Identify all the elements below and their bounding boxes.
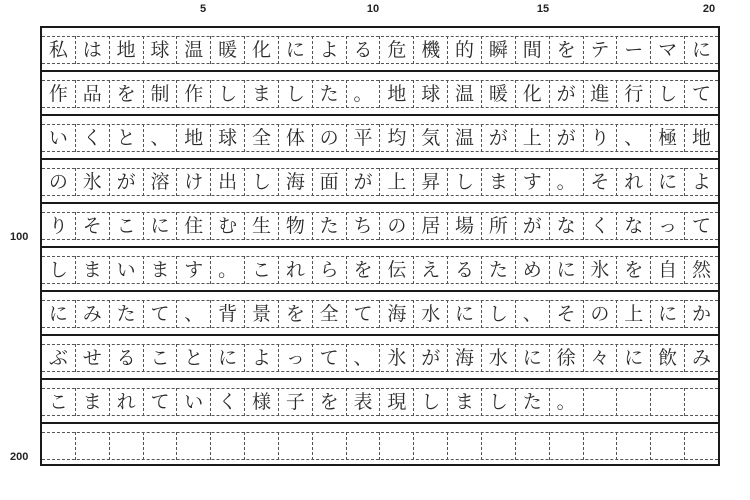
manuscript-cell: 間 [516, 36, 550, 64]
manuscript-cell: 制 [144, 80, 178, 108]
manuscript-cell: に [42, 300, 76, 328]
manuscript-cell: 作 [177, 80, 211, 108]
manuscript-cell [584, 388, 618, 416]
manuscript-cell: く [584, 212, 618, 240]
manuscript-cell: 気 [414, 124, 448, 152]
manuscript-cell: み [691, 346, 711, 369]
manuscript-line-text [42, 72, 43, 73]
manuscript-cell: て [691, 214, 711, 237]
manuscript-line-text [42, 28, 43, 29]
manuscript-cell: し [245, 168, 279, 196]
manuscript-cell: 全 [313, 300, 347, 328]
manuscript-line-text [42, 204, 43, 205]
manuscript-cell: 、 [516, 300, 550, 328]
manuscript-cell: て [144, 388, 178, 416]
manuscript-cell [482, 432, 516, 460]
manuscript-cell: が [482, 124, 516, 152]
column-number-5: 5 [199, 3, 207, 15]
manuscript-cell: ち [347, 212, 381, 240]
manuscript-cell: て [313, 344, 347, 372]
manuscript-row-cells [42, 36, 718, 64]
manuscript-cell: た [516, 388, 550, 416]
manuscript-line-text [42, 116, 43, 117]
manuscript-cell: が [414, 344, 448, 372]
manuscript-cell: が [110, 168, 144, 196]
manuscript-line-text [42, 336, 43, 337]
manuscript-cell: ま [448, 388, 482, 416]
manuscript-row-cells [42, 212, 718, 240]
manuscript-cell: り [584, 124, 618, 152]
manuscript-cell: 背 [211, 300, 245, 328]
manuscript-cell: 物 [279, 212, 313, 240]
manuscript-cell: た [313, 212, 347, 240]
manuscript-cell: す [516, 168, 550, 196]
manuscript-cell: そ [550, 300, 584, 328]
manuscript-cell [144, 432, 178, 460]
manuscript-cell [584, 432, 618, 460]
manuscript-cell: て [691, 82, 711, 105]
manuscript-cell: ま [76, 256, 110, 284]
manuscript-cell: っ [279, 344, 313, 372]
manuscript-cell [448, 432, 482, 460]
row-number-100: 100 [10, 231, 29, 243]
manuscript-cell: 地 [177, 124, 211, 152]
manuscript-cell: 上 [617, 300, 651, 328]
manuscript-cell: た [313, 80, 347, 108]
manuscript-cell: し [42, 256, 76, 284]
manuscript-cell: れ [279, 256, 313, 284]
manuscript-cell [211, 432, 245, 460]
manuscript-cell: る [110, 344, 144, 372]
manuscript-row-cells [42, 256, 718, 284]
manuscript-cell: 伝 [380, 256, 414, 284]
manuscript-cell: 溶 [144, 168, 178, 196]
manuscript-cell: が [550, 80, 584, 108]
manuscript-cell: よ [313, 36, 347, 64]
manuscript-cell: を [617, 256, 651, 284]
manuscript-cell: 瞬 [482, 36, 516, 64]
manuscript-cell [516, 432, 550, 460]
manuscript-cell: 平 [347, 124, 381, 152]
manuscript-cell: 地 [691, 126, 711, 149]
manuscript-cell: 球 [144, 36, 178, 64]
genkou-yoshi-grid [40, 26, 720, 466]
manuscript-cell: 、 [347, 344, 381, 372]
manuscript-cell [617, 388, 651, 416]
manuscript-cell [685, 388, 718, 416]
manuscript-cell: 暖 [482, 80, 516, 108]
manuscript-cell: 温 [448, 124, 482, 152]
manuscript-cell: ま [245, 80, 279, 108]
manuscript-cell [380, 432, 414, 460]
manuscript-cell: 水 [414, 300, 448, 328]
manuscript-row-cells [42, 432, 718, 460]
manuscript-cell: 。 [550, 168, 584, 196]
manuscript-cell: 。 [550, 388, 584, 416]
manuscript-cell: 暖 [211, 36, 245, 64]
manuscript-cell: よ [691, 170, 711, 193]
manuscript-cell: け [177, 168, 211, 196]
manuscript-cell: の [584, 300, 618, 328]
manuscript-cell: に [651, 300, 685, 328]
manuscript-cell: 自 [651, 256, 685, 284]
manuscript-cell: を [279, 300, 313, 328]
manuscript-row-cells [42, 388, 718, 416]
manuscript-line-text [42, 248, 43, 249]
manuscript-cell: 化 [245, 36, 279, 64]
manuscript-cell: を [110, 80, 144, 108]
manuscript-cell: た [110, 300, 144, 328]
column-number-15: 15 [536, 3, 550, 15]
manuscript-cell: が [516, 212, 550, 240]
manuscript-cell: そ [76, 212, 110, 240]
manuscript-cell: 極 [651, 124, 685, 152]
manuscript-cell: 、 [144, 124, 178, 152]
manuscript-cell: 表 [347, 388, 381, 416]
manuscript-cell: し [211, 80, 245, 108]
manuscript-cell: し [279, 80, 313, 108]
manuscript-cell: 地 [380, 80, 414, 108]
manuscript-row [42, 160, 718, 204]
manuscript-cell: り [42, 212, 76, 240]
manuscript-row [42, 292, 718, 336]
manuscript-cell: し [414, 388, 448, 416]
manuscript-cell: し [448, 168, 482, 196]
manuscript-cell: 海 [279, 168, 313, 196]
manuscript-cell: 、 [617, 124, 651, 152]
manuscript-cell: ま [482, 168, 516, 196]
manuscript-cell: 子 [279, 388, 313, 416]
manuscript-cell [245, 432, 279, 460]
manuscript-cell: の [380, 212, 414, 240]
manuscript-row-cells [42, 168, 718, 196]
manuscript-cell: 徐 [550, 344, 584, 372]
manuscript-cell: マ [651, 36, 685, 64]
manuscript-cell: ぶ [42, 344, 76, 372]
manuscript-cell: が [347, 168, 381, 196]
manuscript-cell [347, 432, 381, 460]
manuscript-cell: が [550, 124, 584, 152]
manuscript-cell: に [279, 36, 313, 64]
manuscript-cell: 居 [414, 212, 448, 240]
manuscript-row-cells [42, 300, 718, 328]
manuscript-cell: は [76, 36, 110, 64]
manuscript-cell: 上 [516, 124, 550, 152]
manuscript-cell: 体 [279, 124, 313, 152]
manuscript-cell: ー [617, 36, 651, 64]
manuscript-cell: む [211, 212, 245, 240]
manuscript-cell: に [550, 256, 584, 284]
manuscript-cell: 行 [617, 80, 651, 108]
manuscript-row [42, 72, 718, 116]
column-number-20: 20 [702, 3, 716, 15]
manuscript-cell: か [691, 302, 711, 325]
manuscript-line-text [42, 292, 43, 293]
row-number-200: 200 [10, 451, 29, 463]
manuscript-cell: 昇 [414, 168, 448, 196]
manuscript-cell: み [76, 300, 110, 328]
manuscript-cell: 海 [380, 300, 414, 328]
manuscript-cell [414, 432, 448, 460]
manuscript-cell: め [516, 256, 550, 284]
manuscript-cell [177, 432, 211, 460]
manuscript-row-cells [42, 80, 718, 108]
manuscript-cell: 進 [584, 80, 618, 108]
manuscript-cell: 景 [245, 300, 279, 328]
manuscript-cell: を [347, 256, 381, 284]
manuscript-cell: く [211, 388, 245, 416]
manuscript-cell: 機 [414, 36, 448, 64]
manuscript-cell: 飲 [651, 344, 685, 372]
manuscript-cell [651, 432, 685, 460]
manuscript-cell: な [550, 212, 584, 240]
manuscript-cell: 々 [584, 344, 618, 372]
manuscript-cell: に [448, 300, 482, 328]
manuscript-row-cells [42, 124, 718, 152]
manuscript-cell: く [76, 124, 110, 152]
manuscript-cell [313, 432, 347, 460]
manuscript-cell: 様 [245, 388, 279, 416]
manuscript-cell: 。 [347, 80, 381, 108]
manuscript-cell [76, 432, 110, 460]
manuscript-cell: し [482, 388, 516, 416]
manuscript-cell: 温 [177, 36, 211, 64]
manuscript-cell [685, 432, 718, 460]
manuscript-cell: こ [245, 256, 279, 284]
manuscript-cell: え [414, 256, 448, 284]
manuscript-cell: 私 [42, 36, 76, 64]
manuscript-cell: よ [245, 344, 279, 372]
manuscript-cell: 化 [516, 80, 550, 108]
manuscript-cell: ま [76, 388, 110, 416]
manuscript-row [42, 380, 718, 424]
manuscript-cell: な [617, 212, 651, 240]
manuscript-cell: て [144, 300, 178, 328]
manuscript-cell: て [347, 300, 381, 328]
manuscript-cell: 危 [380, 36, 414, 64]
manuscript-cell: に [617, 344, 651, 372]
manuscript-cell: 球 [414, 80, 448, 108]
manuscript-cell: せ [76, 344, 110, 372]
manuscript-cell: た [482, 256, 516, 284]
manuscript-cell: 住 [177, 212, 211, 240]
manuscript-cell [110, 432, 144, 460]
manuscript-line-text [42, 160, 43, 161]
manuscript-cell: い [177, 388, 211, 416]
manuscript-cell: に [516, 344, 550, 372]
manuscript-cell: を [550, 36, 584, 64]
manuscript-cell: に [651, 168, 685, 196]
manuscript-cell: 面 [313, 168, 347, 196]
manuscript-cell: 、 [177, 300, 211, 328]
manuscript-cell: し [651, 80, 685, 108]
manuscript-cell: 水 [482, 344, 516, 372]
manuscript-cell: い [110, 256, 144, 284]
manuscript-cell: 作 [42, 80, 76, 108]
manuscript-cell: 均 [380, 124, 414, 152]
manuscript-cell: の [42, 168, 76, 196]
manuscript-cell: に [144, 212, 178, 240]
manuscript-cell: そ [584, 168, 618, 196]
manuscript-row [42, 248, 718, 292]
manuscript-cell [279, 432, 313, 460]
manuscript-cell: こ [42, 388, 76, 416]
manuscript-cell: 場 [448, 212, 482, 240]
manuscript-cell: を [313, 388, 347, 416]
manuscript-cell: 的 [448, 36, 482, 64]
manuscript-cell: 現 [380, 388, 414, 416]
manuscript-cell: 氷 [584, 256, 618, 284]
manuscript-cell: 上 [380, 168, 414, 196]
manuscript-cell [617, 432, 651, 460]
manuscript-cell: っ [651, 212, 685, 240]
manuscript-cell: る [448, 256, 482, 284]
manuscript-cell: 地 [110, 36, 144, 64]
manuscript-cell: の [313, 124, 347, 152]
manuscript-cell: 球 [211, 124, 245, 152]
manuscript-cell: 海 [448, 344, 482, 372]
manuscript-cell [651, 388, 685, 416]
manuscript-row [42, 116, 718, 160]
manuscript-cell [42, 432, 76, 460]
manuscript-row-cells [42, 344, 718, 372]
manuscript-cell: 生 [245, 212, 279, 240]
manuscript-cell: る [347, 36, 381, 64]
manuscript-cell: 品 [76, 80, 110, 108]
manuscript-cell: 氷 [76, 168, 110, 196]
manuscript-cell: 全 [245, 124, 279, 152]
manuscript-cell: ら [313, 256, 347, 284]
manuscript-cell: 。 [211, 256, 245, 284]
manuscript-cell: す [177, 256, 211, 284]
manuscript-cell: と [177, 344, 211, 372]
manuscript-row [42, 424, 718, 468]
manuscript-cell: れ [110, 388, 144, 416]
manuscript-cell: 所 [482, 212, 516, 240]
manuscript-cell: に [211, 344, 245, 372]
manuscript-line-text [42, 380, 43, 381]
manuscript-cell: 出 [211, 168, 245, 196]
manuscript-cell: 氷 [380, 344, 414, 372]
column-number-10: 10 [366, 3, 380, 15]
manuscript-cell: と [110, 124, 144, 152]
manuscript-cell: れ [617, 168, 651, 196]
manuscript-line-text [42, 424, 43, 425]
manuscript-cell: 温 [448, 80, 482, 108]
manuscript-cell: い [42, 124, 76, 152]
manuscript-cell: こ [110, 212, 144, 240]
manuscript-cell [550, 432, 584, 460]
manuscript-row [42, 204, 718, 248]
manuscript-cell: テ [584, 36, 618, 64]
manuscript-cell: 然 [691, 258, 711, 281]
manuscript-cell: し [482, 300, 516, 328]
manuscript-cell: に [691, 38, 711, 61]
manuscript-row [42, 336, 718, 380]
manuscript-cell: こ [144, 344, 178, 372]
manuscript-row [42, 28, 718, 72]
manuscript-cell: ま [144, 256, 178, 284]
